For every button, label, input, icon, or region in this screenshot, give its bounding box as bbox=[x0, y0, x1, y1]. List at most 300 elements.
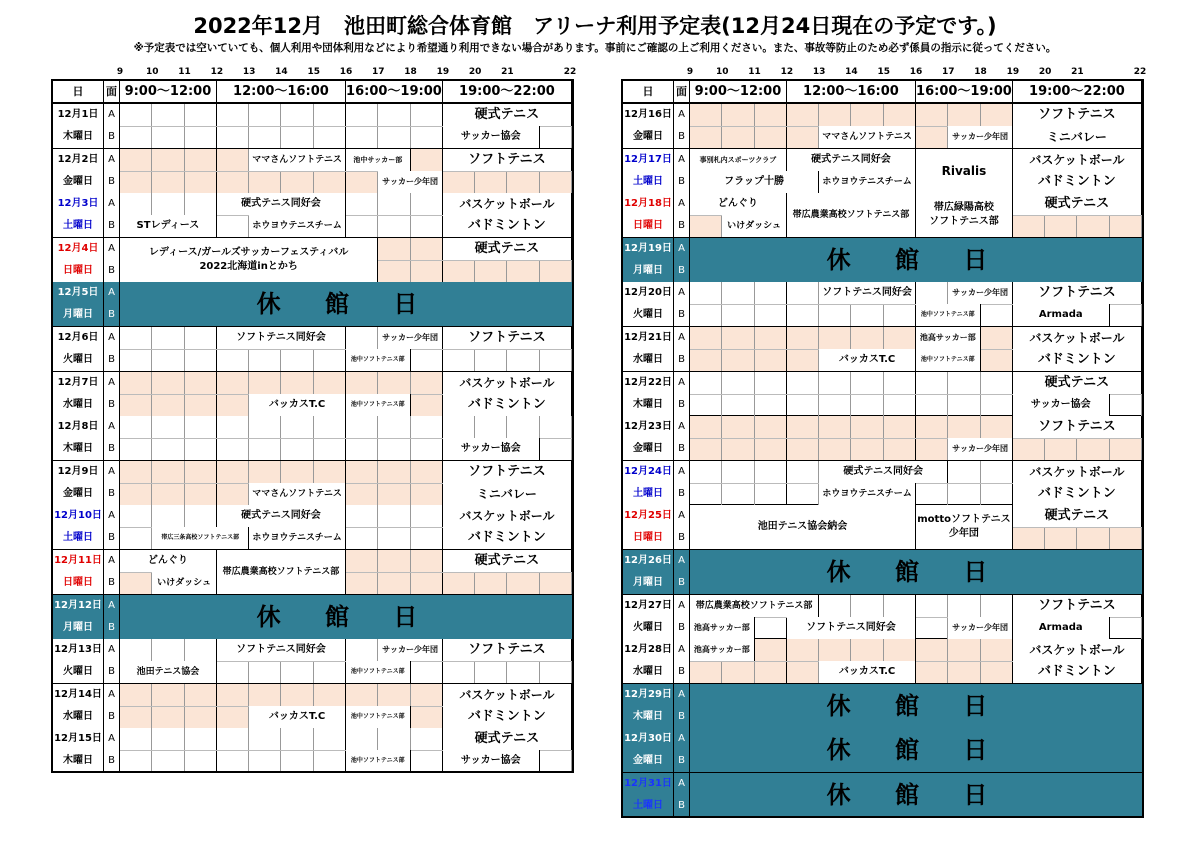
booking[interactable]: 硬式テニス同好会 bbox=[787, 149, 916, 171]
time-cell[interactable] bbox=[346, 527, 378, 549]
booking[interactable]: 池田テニス協会納会 bbox=[690, 505, 916, 549]
time-cell[interactable] bbox=[411, 215, 443, 237]
booking[interactable]: 硬式テニス同好会 bbox=[217, 505, 346, 527]
booking[interactable]: バスケットボール bbox=[443, 505, 572, 527]
booking[interactable]: バッカスT.C bbox=[819, 661, 916, 683]
time-cell[interactable] bbox=[507, 661, 539, 683]
booking[interactable]: 池中ソフトテニス部 bbox=[916, 349, 981, 371]
time-cell[interactable] bbox=[475, 572, 507, 594]
time-cell[interactable] bbox=[755, 126, 787, 148]
time-cell[interactable] bbox=[120, 104, 152, 126]
time-cell[interactable] bbox=[981, 461, 1013, 483]
booking[interactable]: ホウヨウテニスチーム bbox=[249, 527, 346, 549]
time-cell[interactable] bbox=[819, 372, 851, 394]
booking[interactable]: サッカー少年団 bbox=[378, 171, 443, 193]
time-cell[interactable] bbox=[540, 260, 572, 282]
booking[interactable]: 硬式テニス bbox=[443, 550, 572, 572]
time-cell[interactable] bbox=[787, 126, 819, 148]
time-cell[interactable] bbox=[819, 416, 851, 438]
time-cell[interactable] bbox=[185, 684, 217, 706]
time-cell[interactable] bbox=[152, 416, 184, 438]
time-cell[interactable] bbox=[443, 349, 475, 371]
time-cell[interactable] bbox=[378, 483, 410, 505]
time-cell[interactable] bbox=[120, 505, 152, 527]
time-cell[interactable] bbox=[217, 215, 249, 237]
time-cell[interactable] bbox=[690, 438, 722, 460]
time-cell[interactable] bbox=[443, 260, 475, 282]
time-cell[interactable] bbox=[722, 394, 754, 416]
time-cell[interactable] bbox=[787, 304, 819, 326]
time-cell[interactable] bbox=[948, 104, 980, 126]
booking[interactable]: 池中ソフトテニス部 bbox=[346, 661, 411, 683]
time-cell[interactable] bbox=[690, 104, 722, 126]
time-cell[interactable] bbox=[185, 327, 217, 349]
time-cell[interactable] bbox=[690, 126, 722, 148]
time-cell[interactable] bbox=[1110, 617, 1142, 639]
time-cell[interactable] bbox=[217, 750, 249, 772]
time-cell[interactable] bbox=[411, 684, 443, 706]
time-cell[interactable] bbox=[916, 126, 948, 148]
time-cell[interactable] bbox=[152, 483, 184, 505]
time-cell[interactable] bbox=[1013, 438, 1045, 460]
time-cell[interactable] bbox=[1045, 438, 1077, 460]
booking[interactable]: 硬式テニス同好会 bbox=[217, 193, 346, 215]
time-cell[interactable] bbox=[981, 327, 1013, 349]
time-cell[interactable] bbox=[249, 461, 281, 483]
time-cell[interactable] bbox=[916, 661, 948, 683]
booking[interactable]: ソフトテニス bbox=[443, 639, 572, 661]
booking[interactable]: バドミントン bbox=[443, 527, 572, 549]
time-cell[interactable] bbox=[948, 483, 980, 505]
time-cell[interactable] bbox=[411, 372, 443, 394]
time-cell[interactable] bbox=[819, 639, 851, 661]
booking[interactable]: 帯広農業高校ソフトテニス部 bbox=[787, 193, 916, 237]
time-cell[interactable] bbox=[443, 661, 475, 683]
time-cell[interactable] bbox=[411, 527, 443, 549]
time-cell[interactable] bbox=[851, 327, 883, 349]
time-cell[interactable] bbox=[346, 327, 378, 349]
time-cell[interactable] bbox=[120, 372, 152, 394]
time-cell[interactable] bbox=[1110, 394, 1142, 416]
time-cell[interactable] bbox=[507, 572, 539, 594]
time-cell[interactable] bbox=[787, 104, 819, 126]
booking[interactable]: ミニバレー bbox=[443, 483, 572, 505]
time-cell[interactable] bbox=[755, 617, 787, 639]
time-cell[interactable] bbox=[475, 416, 507, 438]
time-cell[interactable] bbox=[152, 639, 184, 661]
time-cell[interactable] bbox=[281, 750, 313, 772]
time-cell[interactable] bbox=[249, 416, 281, 438]
time-cell[interactable] bbox=[948, 372, 980, 394]
booking[interactable]: 池高サッカー部 bbox=[916, 327, 981, 349]
booking[interactable]: バドミントン bbox=[443, 215, 572, 237]
time-cell[interactable] bbox=[916, 639, 948, 661]
time-cell[interactable] bbox=[411, 706, 443, 728]
time-cell[interactable] bbox=[185, 639, 217, 661]
booking[interactable]: サッカー協会 bbox=[443, 750, 540, 772]
time-cell[interactable] bbox=[819, 304, 851, 326]
booking[interactable]: 池中ソフトテニス部 bbox=[346, 394, 411, 416]
booking[interactable]: サッカー少年団 bbox=[948, 438, 1013, 460]
booking[interactable]: 池高サッカー部 bbox=[690, 617, 755, 639]
booking[interactable]: 硬式テニス bbox=[1013, 193, 1142, 215]
booking[interactable]: バッカスT.C bbox=[819, 349, 916, 371]
booking[interactable]: ソフトテニス同好会 bbox=[217, 639, 346, 661]
time-cell[interactable] bbox=[120, 750, 152, 772]
time-cell[interactable] bbox=[314, 416, 346, 438]
time-cell[interactable] bbox=[120, 684, 152, 706]
time-cell[interactable] bbox=[314, 372, 346, 394]
time-cell[interactable] bbox=[378, 215, 410, 237]
time-cell[interactable] bbox=[851, 595, 883, 617]
booking[interactable]: Armada bbox=[1013, 617, 1110, 639]
time-cell[interactable] bbox=[411, 238, 443, 260]
time-cell[interactable] bbox=[378, 193, 410, 215]
time-cell[interactable] bbox=[217, 461, 249, 483]
time-cell[interactable] bbox=[120, 572, 152, 594]
time-cell[interactable] bbox=[411, 505, 443, 527]
booking[interactable]: バドミントン bbox=[1013, 349, 1142, 371]
time-cell[interactable] bbox=[249, 438, 281, 460]
booking[interactable]: ソフトテニス bbox=[443, 149, 572, 171]
time-cell[interactable] bbox=[1110, 304, 1142, 326]
time-cell[interactable] bbox=[152, 104, 184, 126]
time-cell[interactable] bbox=[120, 416, 152, 438]
time-cell[interactable] bbox=[1077, 438, 1109, 460]
booking[interactable]: 池中ソフトテニス部 bbox=[916, 304, 981, 326]
time-cell[interactable] bbox=[690, 304, 722, 326]
time-cell[interactable] bbox=[346, 550, 378, 572]
time-cell[interactable] bbox=[281, 372, 313, 394]
time-cell[interactable] bbox=[120, 126, 152, 148]
time-cell[interactable] bbox=[916, 104, 948, 126]
time-cell[interactable] bbox=[916, 394, 948, 416]
time-cell[interactable] bbox=[819, 394, 851, 416]
booking[interactable]: ソフトテニス bbox=[443, 327, 572, 349]
time-cell[interactable] bbox=[120, 349, 152, 371]
time-cell[interactable] bbox=[722, 126, 754, 148]
time-cell[interactable] bbox=[281, 416, 313, 438]
time-cell[interactable] bbox=[1110, 438, 1142, 460]
time-cell[interactable] bbox=[722, 304, 754, 326]
time-cell[interactable] bbox=[249, 750, 281, 772]
booking[interactable]: Armada bbox=[1013, 304, 1110, 326]
time-cell[interactable] bbox=[755, 416, 787, 438]
time-cell[interactable] bbox=[152, 349, 184, 371]
time-cell[interactable] bbox=[152, 438, 184, 460]
time-cell[interactable] bbox=[755, 661, 787, 683]
booking[interactable]: STレディース bbox=[120, 215, 217, 237]
time-cell[interactable] bbox=[1077, 215, 1109, 237]
time-cell[interactable] bbox=[722, 104, 754, 126]
time-cell[interactable] bbox=[851, 304, 883, 326]
time-cell[interactable] bbox=[217, 684, 249, 706]
time-cell[interactable] bbox=[787, 639, 819, 661]
time-cell[interactable] bbox=[185, 149, 217, 171]
time-cell[interactable] bbox=[217, 706, 249, 728]
booking[interactable]: バドミントン bbox=[443, 706, 572, 728]
time-cell[interactable] bbox=[346, 416, 378, 438]
time-cell[interactable] bbox=[378, 260, 410, 282]
time-cell[interactable] bbox=[755, 349, 787, 371]
time-cell[interactable] bbox=[443, 416, 475, 438]
time-cell[interactable] bbox=[120, 149, 152, 171]
booking[interactable]: 池高サッカー部 bbox=[690, 639, 755, 661]
time-cell[interactable] bbox=[819, 104, 851, 126]
booking[interactable]: バスケットボール bbox=[443, 193, 572, 215]
booking[interactable]: サッカー少年団 bbox=[378, 327, 443, 349]
time-cell[interactable] bbox=[540, 750, 572, 772]
time-cell[interactable] bbox=[722, 483, 754, 505]
time-cell[interactable] bbox=[690, 327, 722, 349]
booking[interactable]: 硬式テニス bbox=[1013, 505, 1142, 527]
time-cell[interactable] bbox=[884, 372, 916, 394]
time-cell[interactable] bbox=[411, 483, 443, 505]
booking[interactable]: ソフトテニス bbox=[1013, 416, 1142, 438]
time-cell[interactable] bbox=[152, 193, 184, 215]
time-cell[interactable] bbox=[851, 104, 883, 126]
time-cell[interactable] bbox=[443, 171, 475, 193]
booking[interactable]: ソフトテニス同好会 bbox=[787, 617, 916, 639]
booking[interactable]: 帯広緑陽高校 ソフトテニス部 bbox=[916, 193, 1013, 237]
time-cell[interactable] bbox=[690, 661, 722, 683]
time-cell[interactable] bbox=[507, 416, 539, 438]
time-cell[interactable] bbox=[787, 327, 819, 349]
booking[interactable]: 池中ソフトテニス部 bbox=[346, 750, 411, 772]
time-cell[interactable] bbox=[185, 728, 217, 750]
booking[interactable]: バドミントン bbox=[1013, 661, 1142, 683]
time-cell[interactable] bbox=[217, 171, 249, 193]
time-cell[interactable] bbox=[540, 661, 572, 683]
time-cell[interactable] bbox=[851, 394, 883, 416]
time-cell[interactable] bbox=[819, 595, 851, 617]
time-cell[interactable] bbox=[851, 639, 883, 661]
time-cell[interactable] bbox=[346, 193, 378, 215]
time-cell[interactable] bbox=[378, 550, 410, 572]
time-cell[interactable] bbox=[690, 416, 722, 438]
time-cell[interactable] bbox=[475, 661, 507, 683]
time-cell[interactable] bbox=[540, 572, 572, 594]
time-cell[interactable] bbox=[152, 750, 184, 772]
time-cell[interactable] bbox=[217, 483, 249, 505]
booking[interactable]: ソフトテニス bbox=[1013, 282, 1142, 304]
time-cell[interactable] bbox=[314, 728, 346, 750]
time-cell[interactable] bbox=[217, 104, 249, 126]
time-cell[interactable] bbox=[787, 661, 819, 683]
time-cell[interactable] bbox=[120, 193, 152, 215]
time-cell[interactable] bbox=[755, 104, 787, 126]
booking[interactable]: 事別札内スポーツクラブ bbox=[690, 149, 787, 171]
time-cell[interactable] bbox=[948, 461, 980, 483]
booking[interactable]: ミニバレー bbox=[1013, 126, 1142, 148]
time-cell[interactable] bbox=[185, 193, 217, 215]
booking[interactable]: フラップ十勝 bbox=[690, 171, 819, 193]
time-cell[interactable] bbox=[314, 661, 346, 683]
time-cell[interactable] bbox=[948, 595, 980, 617]
time-cell[interactable] bbox=[281, 461, 313, 483]
time-cell[interactable] bbox=[787, 461, 819, 483]
time-cell[interactable] bbox=[819, 327, 851, 349]
time-cell[interactable] bbox=[884, 104, 916, 126]
booking[interactable]: 池中ソフトテニス部 bbox=[346, 706, 411, 728]
time-cell[interactable] bbox=[378, 438, 410, 460]
time-cell[interactable] bbox=[755, 438, 787, 460]
time-cell[interactable] bbox=[981, 416, 1013, 438]
time-cell[interactable] bbox=[120, 327, 152, 349]
time-cell[interactable] bbox=[314, 461, 346, 483]
time-cell[interactable] bbox=[249, 171, 281, 193]
time-cell[interactable] bbox=[378, 728, 410, 750]
time-cell[interactable] bbox=[755, 327, 787, 349]
time-cell[interactable] bbox=[217, 349, 249, 371]
booking[interactable]: バスケットボール bbox=[1013, 461, 1142, 483]
time-cell[interactable] bbox=[185, 750, 217, 772]
time-cell[interactable] bbox=[787, 349, 819, 371]
time-cell[interactable] bbox=[152, 126, 184, 148]
time-cell[interactable] bbox=[249, 372, 281, 394]
time-cell[interactable] bbox=[411, 461, 443, 483]
time-cell[interactable] bbox=[1013, 527, 1045, 549]
time-cell[interactable] bbox=[722, 661, 754, 683]
time-cell[interactable] bbox=[217, 126, 249, 148]
time-cell[interactable] bbox=[378, 126, 410, 148]
time-cell[interactable] bbox=[378, 461, 410, 483]
booking[interactable]: いけダッシュ bbox=[152, 572, 217, 594]
time-cell[interactable] bbox=[411, 126, 443, 148]
time-cell[interactable] bbox=[411, 394, 443, 416]
booking[interactable]: バスケットボール bbox=[1013, 639, 1142, 661]
time-cell[interactable] bbox=[916, 416, 948, 438]
time-cell[interactable] bbox=[948, 416, 980, 438]
time-cell[interactable] bbox=[884, 595, 916, 617]
time-cell[interactable] bbox=[722, 416, 754, 438]
booking[interactable]: 池中ソフトテニス部 bbox=[346, 349, 411, 371]
booking[interactable]: 硬式テニス bbox=[443, 104, 572, 126]
time-cell[interactable] bbox=[249, 349, 281, 371]
booking[interactable]: バスケットボール bbox=[1013, 149, 1142, 171]
time-cell[interactable] bbox=[884, 394, 916, 416]
booking[interactable]: ソフトテニス bbox=[443, 461, 572, 483]
time-cell[interactable] bbox=[1110, 527, 1142, 549]
time-cell[interactable] bbox=[378, 416, 410, 438]
time-cell[interactable] bbox=[540, 416, 572, 438]
time-cell[interactable] bbox=[916, 372, 948, 394]
time-cell[interactable] bbox=[722, 438, 754, 460]
booking[interactable]: 硬式テニス bbox=[443, 238, 572, 260]
time-cell[interactable] bbox=[314, 126, 346, 148]
time-cell[interactable] bbox=[120, 438, 152, 460]
time-cell[interactable] bbox=[884, 416, 916, 438]
time-cell[interactable] bbox=[722, 349, 754, 371]
time-cell[interactable] bbox=[722, 372, 754, 394]
booking[interactable]: バスケットボール bbox=[443, 684, 572, 706]
time-cell[interactable] bbox=[217, 438, 249, 460]
booking[interactable]: 硬式テニス bbox=[1013, 372, 1142, 394]
time-cell[interactable] bbox=[346, 438, 378, 460]
time-cell[interactable] bbox=[249, 728, 281, 750]
time-cell[interactable] bbox=[884, 327, 916, 349]
time-cell[interactable] bbox=[120, 639, 152, 661]
time-cell[interactable] bbox=[346, 104, 378, 126]
booking[interactable]: ホウヨウテニスチーム bbox=[249, 215, 346, 237]
time-cell[interactable] bbox=[916, 617, 948, 639]
time-cell[interactable] bbox=[851, 416, 883, 438]
time-cell[interactable] bbox=[755, 372, 787, 394]
booking[interactable]: サッカー協会 bbox=[443, 126, 540, 148]
time-cell[interactable] bbox=[540, 171, 572, 193]
time-cell[interactable] bbox=[152, 327, 184, 349]
time-cell[interactable] bbox=[755, 461, 787, 483]
time-cell[interactable] bbox=[249, 661, 281, 683]
time-cell[interactable] bbox=[722, 461, 754, 483]
time-cell[interactable] bbox=[120, 706, 152, 728]
booking[interactable]: ソフトテニス bbox=[1013, 104, 1142, 126]
time-cell[interactable] bbox=[981, 104, 1013, 126]
time-cell[interactable] bbox=[185, 461, 217, 483]
time-cell[interactable] bbox=[755, 483, 787, 505]
time-cell[interactable] bbox=[755, 394, 787, 416]
time-cell[interactable] bbox=[281, 126, 313, 148]
time-cell[interactable] bbox=[281, 104, 313, 126]
time-cell[interactable] bbox=[120, 728, 152, 750]
time-cell[interactable] bbox=[346, 126, 378, 148]
booking[interactable]: サッカー少年団 bbox=[948, 126, 1013, 148]
booking[interactable]: mottoソフトテニス 少年団 bbox=[916, 505, 1013, 549]
time-cell[interactable] bbox=[690, 282, 722, 304]
booking[interactable]: Rivalis bbox=[916, 149, 1013, 193]
time-cell[interactable] bbox=[217, 372, 249, 394]
time-cell[interactable] bbox=[378, 372, 410, 394]
time-cell[interactable] bbox=[475, 349, 507, 371]
booking[interactable]: ソフトテニス同好会 bbox=[217, 327, 346, 349]
time-cell[interactable] bbox=[981, 639, 1013, 661]
booking[interactable]: ホウヨウテニスチーム bbox=[819, 483, 916, 505]
booking[interactable]: レディース/ガールズサッカーフェスティバル 2022北海道inとかち bbox=[120, 238, 378, 282]
booking[interactable]: いけダッシュ bbox=[722, 215, 787, 237]
time-cell[interactable] bbox=[755, 304, 787, 326]
time-cell[interactable] bbox=[884, 304, 916, 326]
booking[interactable]: サッカー少年団 bbox=[948, 617, 1013, 639]
time-cell[interactable] bbox=[378, 684, 410, 706]
time-cell[interactable] bbox=[185, 171, 217, 193]
time-cell[interactable] bbox=[217, 661, 249, 683]
time-cell[interactable] bbox=[787, 372, 819, 394]
time-cell[interactable] bbox=[217, 394, 249, 416]
time-cell[interactable] bbox=[152, 728, 184, 750]
booking[interactable]: ママさんソフトテニス bbox=[249, 483, 346, 505]
time-cell[interactable] bbox=[346, 461, 378, 483]
time-cell[interactable] bbox=[507, 349, 539, 371]
time-cell[interactable] bbox=[314, 171, 346, 193]
time-cell[interactable] bbox=[1013, 215, 1045, 237]
time-cell[interactable] bbox=[981, 661, 1013, 683]
time-cell[interactable] bbox=[378, 104, 410, 126]
booking[interactable]: 池中サッカー部 bbox=[346, 149, 411, 171]
time-cell[interactable] bbox=[185, 483, 217, 505]
time-cell[interactable] bbox=[981, 372, 1013, 394]
time-cell[interactable] bbox=[152, 394, 184, 416]
time-cell[interactable] bbox=[120, 483, 152, 505]
time-cell[interactable] bbox=[507, 260, 539, 282]
booking[interactable]: 帯広農業高校ソフトテニス部 bbox=[217, 550, 346, 594]
time-cell[interactable] bbox=[690, 483, 722, 505]
time-cell[interactable] bbox=[411, 149, 443, 171]
time-cell[interactable] bbox=[346, 639, 378, 661]
time-cell[interactable] bbox=[1110, 215, 1142, 237]
time-cell[interactable] bbox=[411, 550, 443, 572]
time-cell[interactable] bbox=[540, 126, 572, 148]
time-cell[interactable] bbox=[411, 728, 443, 750]
